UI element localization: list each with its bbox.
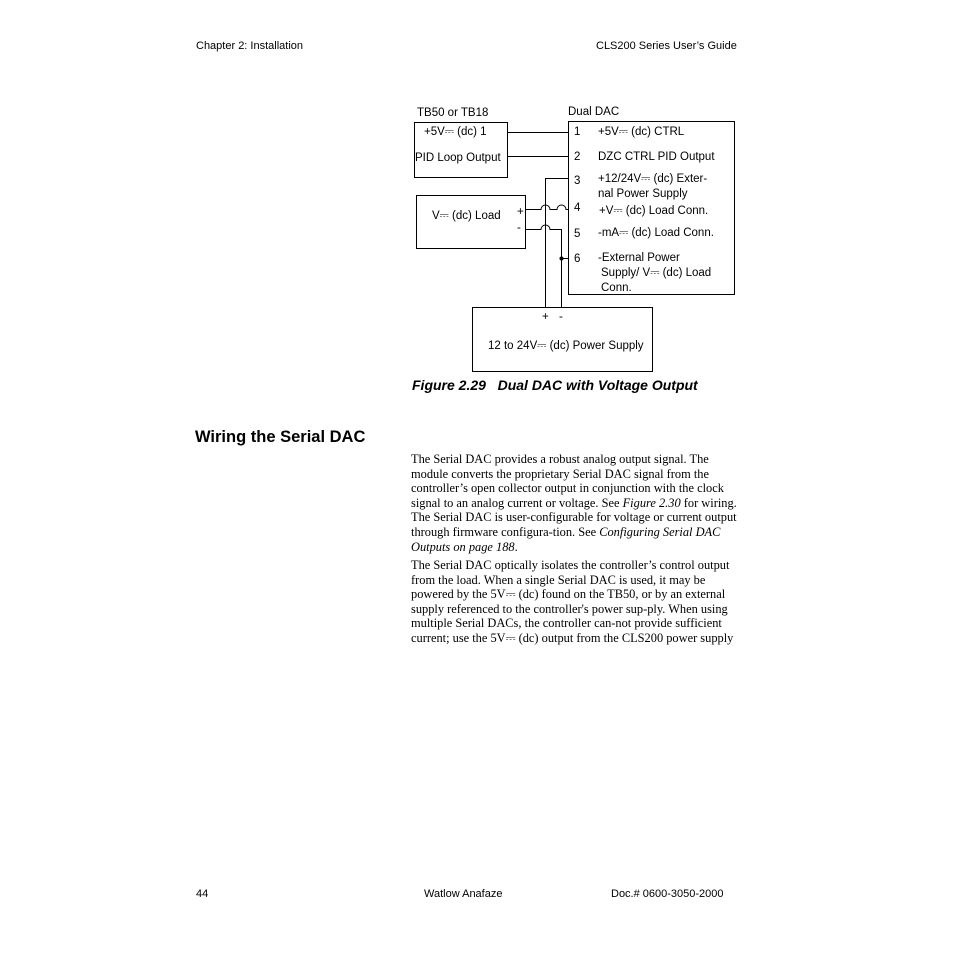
wire-psu-plus-to-pin3 xyxy=(546,179,569,308)
pin-description: +5V⎓ (dc) CTRL xyxy=(598,126,685,138)
pin-description: +V⎓ (dc) Load Conn. xyxy=(599,205,709,217)
pin-number: 6 xyxy=(574,253,581,265)
paragraph-text: . xyxy=(514,539,518,554)
wire-psu-minus-to-pin6 xyxy=(562,259,569,308)
pin-description: nal Power Supply xyxy=(598,188,688,200)
tb50-label: TB50 or TB18 xyxy=(417,107,489,119)
pin-description: DZC CTRL PID Output xyxy=(598,151,715,163)
pin-description: Supply/ V⎓ (dc) Load xyxy=(601,267,712,279)
running-header-chapter: Chapter 2: Installation xyxy=(196,40,304,52)
pin-description: +12/24V⎓ (dc) Exter- xyxy=(598,173,708,185)
page-number: 44 xyxy=(196,888,209,900)
pin-number: 3 xyxy=(574,175,581,187)
pin-description: Conn. xyxy=(601,282,632,294)
pin-number: 5 xyxy=(574,228,581,240)
tb50-pid-label: PID Loop Output xyxy=(415,152,501,164)
junction-dot xyxy=(560,257,564,261)
figure-reference-link[interactable]: Figure 2.30 xyxy=(622,495,681,510)
footer-doc-number: Doc.# 0600-3050-2000 xyxy=(611,888,724,900)
load-box xyxy=(417,196,526,249)
load-minus-label: - xyxy=(517,222,521,234)
pin-number: 4 xyxy=(574,202,581,214)
power-supply-label: 12 to 24V⎓ (dc) Power Supply xyxy=(488,340,644,352)
running-header-guide-title: CLS200 Series User’s Guide xyxy=(596,40,737,52)
dual-dac-label: Dual DAC xyxy=(568,106,620,118)
load-label: V⎓ (dc) Load xyxy=(432,210,501,222)
pin-number: 1 xyxy=(574,126,581,138)
section-heading: Wiring the Serial DAC xyxy=(195,428,366,446)
dual-dac-wiring-diagram xyxy=(0,0,954,420)
psu-minus-label: - xyxy=(559,311,563,323)
pin-number: 2 xyxy=(574,151,581,163)
tb50-pin1-label: +5V⎓ (dc) 1 xyxy=(424,126,487,138)
wire-load-plus-to-pin4 xyxy=(526,205,568,210)
section-reference-link[interactable]: Configuring Serial DAC Outputs on page 188 xyxy=(411,524,721,554)
body-paragraph-2: The Serial DAC optically isolates the controller’s control output from the load. When a single Serial DAC is used, it may be powered by the 5V⎓ (dc) found on the TB50, or by an external supply referenced to the controller's power sup-ply. When using multiple Serial DACs, the controller can-not provide sufficient current; use the 5V⎓ (dc) output from the CLS200 power supply xyxy=(411,558,734,645)
paragraph-text: The Serial DAC provides a robust analog output signal. The module converts the proprietary Serial DAC signal from the controller’s open collector output in conjunction with the clock signal to an analog current or voltage. See xyxy=(411,452,724,510)
body-paragraph-1 xyxy=(411,452,737,554)
footer-company: Watlow Anafaze xyxy=(424,888,503,900)
pin-description: -mA⎓ (dc) Load Conn. xyxy=(598,227,714,239)
wire-load-minus-to-pin6 xyxy=(526,225,562,259)
pin-description: -External Power xyxy=(598,252,680,264)
load-plus-label: + xyxy=(517,206,524,218)
paragraph-text: for wiring. The Serial DAC is user-configurable for voltage or current output through firmware configura-tion. See xyxy=(411,495,737,539)
figure-caption: Figure 2.29 Dual DAC with Voltage Output xyxy=(412,377,698,393)
psu-plus-label: + xyxy=(542,311,549,323)
